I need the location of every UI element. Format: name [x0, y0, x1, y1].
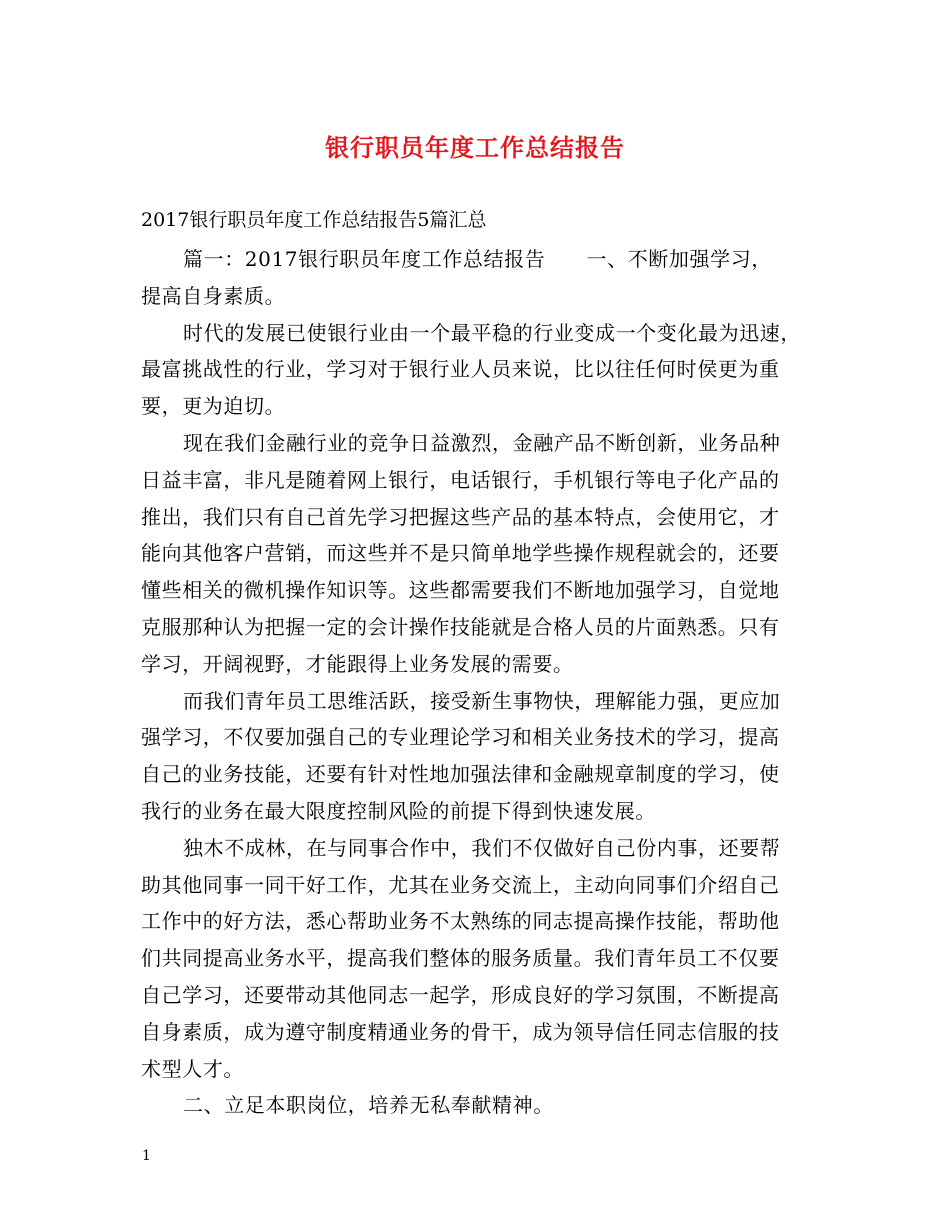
body-line: 自己学习，还要带动其他同志一起学，形成良好的学习氛围，不断提高 [141, 982, 780, 1007]
body-line: 强学习，不仅要加强自己的专业理论学习和相关业务技术的学习，提高 [141, 725, 780, 750]
body-line: 现在我们金融行业的竞争日益激烈，金融产品不断创新，业务品种 [183, 430, 781, 455]
body-line: 自己的业务技能，还要有针对性地加强法律和金融规章制度的学习，使 [141, 762, 780, 787]
body-line: 而我们青年员工思维活跃，接受新生事物快，理解能力强，更应加 [183, 688, 781, 713]
body-line: 自身素质，成为遵守制度精通业务的骨干，成为领导信任同志信服的技 [141, 1019, 780, 1044]
page-number: 1 [142, 1148, 151, 1164]
body-line: 助其他同事一同干好工作，尤其在业务交流上，主动向同事们介绍自己 [141, 872, 780, 897]
body-line: 二、立足本职岗位，培养无私奉献精神。 [183, 1093, 554, 1118]
body-line: 工作中的好方法，悉心帮助业务不太熟练的同志提高操作技能，帮助他 [141, 909, 780, 934]
body-line: 要，更为迫切。 [141, 394, 286, 419]
body-line: 日益丰富，非凡是随着网上银行，电话银行，手机银行等电子化产品的 [141, 467, 780, 492]
body-line: 能向其他客户营销，而这些并不是只简单地学些操作规程就会的，还要 [141, 541, 780, 566]
body-line: 我行的业务在最大限度控制风险的前提下得到快速发展。 [141, 798, 656, 823]
body-line: 懂些相关的微机操作知识等。这些都需要我们不断地加强学习，自觉地 [141, 578, 780, 603]
body-line: 篇一：2017银行职员年度工作总结报告 一、不断加强学习， [183, 247, 772, 271]
body-line: 独木不成林，在与同事合作中，我们不仅做好自己份内事，还要帮 [183, 835, 781, 860]
document-body [141, 241, 813, 1124]
document-title: 银行职员年度工作总结报告 [325, 133, 625, 162]
body-line: 学习，开阔视野，才能跟得上业务发展的需要。 [141, 651, 574, 676]
body-line: 最富挑战性的行业，学习对于银行业人员来说，比以往任何时侯更为重 [141, 357, 780, 382]
body-line: 提高自身素质。 [141, 283, 286, 308]
body-line: 术型人才。 [141, 1056, 244, 1081]
body-line: 推出，我们只有自己首先学习把握这些产品的基本特点，会使用它，才 [141, 504, 780, 529]
body-line: 时代的发展已使银行业由一个最平稳的行业变成一个变化最为迅速， [183, 320, 801, 345]
document-subtitle: 2017银行职员年度工作总结报告5篇汇总 [141, 209, 487, 231]
body-line: 们共同提高业务水平，提高我们整体的服务质量。我们青年员工不仅要 [141, 946, 780, 971]
body-line: 克服那种认为把握一定的会计操作技能就是合格人员的片面熟悉。只有 [141, 614, 780, 639]
